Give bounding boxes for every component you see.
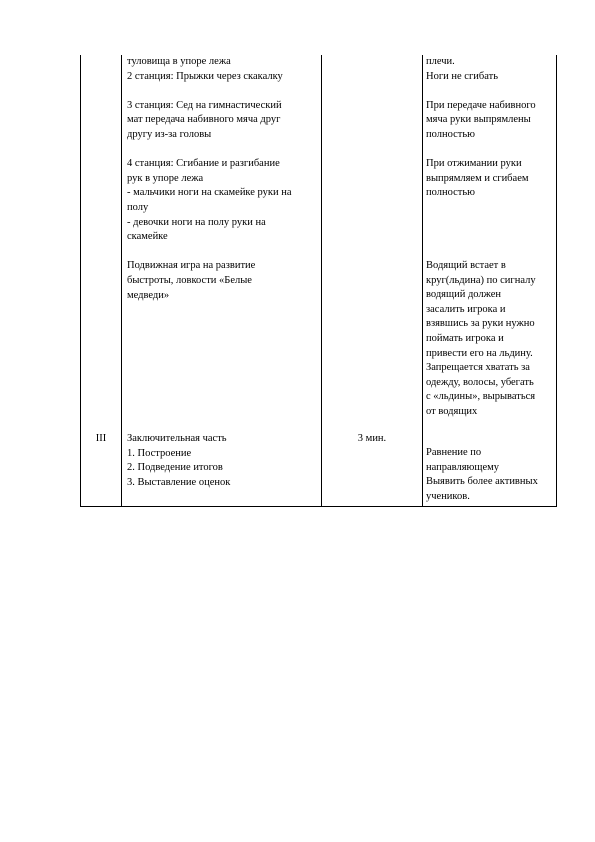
part-3-note: Выявить более активных — [426, 476, 538, 488]
part-3-content — [127, 432, 319, 490]
part-3-note: Равнение по — [426, 447, 482, 458]
part-3-item: 3. Выставление оценок — [127, 476, 231, 488]
notes-game: от водящих — [426, 405, 478, 417]
notes-line: плечи. — [426, 56, 455, 67]
notes-game: Запрещается хватать за — [426, 362, 530, 374]
station-3-text: мат передача набивного мяча друг — [127, 114, 281, 126]
part-3-note: учеников. — [426, 490, 470, 502]
notes-station-4: выпрямляем и сгибаем — [426, 172, 529, 184]
station-4-text: - мальчики ноги на скамейке руки на — [127, 187, 292, 199]
station-4-text: 4 станция: Сгибание и разгибание — [127, 158, 280, 170]
part-3-note: направляющему — [426, 461, 500, 473]
content-line: туловища в упоре лежа — [127, 56, 231, 67]
notes-game: круг(льдина) по сигналу — [426, 274, 536, 286]
notes-station-4: При отжимании руки — [426, 158, 522, 170]
notes-game-cell — [426, 259, 556, 420]
part-3-title: Заключительная часть — [127, 433, 227, 444]
part-3-item: 2. Подведение итогов — [127, 462, 223, 474]
notes-cell — [426, 55, 556, 201]
station-2-text: 2 станция: Прыжки через скакалку — [127, 70, 283, 82]
column-divider — [121, 55, 122, 506]
notes-station-3: мяча руки выпрямлены — [426, 114, 531, 126]
station-4-text: скамейке — [127, 231, 168, 243]
notes-game: привести его на льдину. — [426, 347, 533, 359]
lesson-plan-table — [80, 55, 557, 507]
station-3-text: 3 станция: Сед на гимнастический — [127, 99, 282, 111]
game-text: медведи» — [127, 289, 170, 301]
station-4-text: рук в упоре лежа — [127, 172, 204, 184]
part-3-item: 1. Построение — [127, 447, 192, 459]
game-text: быстроты, ловкости «Белые — [127, 274, 252, 286]
notes-station-3: При передаче набивного — [426, 99, 536, 111]
station-4-text: - девочки ноги на полу руки на — [127, 216, 266, 228]
game-text: Подвижная игра на развитие — [127, 260, 256, 272]
notes-game: с «льдины», вырываться — [426, 391, 536, 403]
station-3-text: другу из-за головы — [127, 128, 212, 140]
column-divider — [422, 55, 423, 506]
part-3-duration: 3 мин. — [357, 433, 387, 444]
part-number-label: III — [95, 433, 107, 444]
notes-game: Водящий встает в — [426, 260, 506, 271]
part-3-time — [322, 432, 422, 447]
content-cell — [127, 55, 319, 303]
notes-line: Ноги не сгибать — [426, 70, 498, 82]
notes-station-3: полностью — [426, 128, 475, 140]
notes-game: поймать игрока и — [426, 332, 504, 344]
station-4-text: полу — [127, 201, 149, 213]
part-number — [81, 432, 121, 447]
part-3-notes — [426, 446, 556, 504]
notes-game: взявшись за руки нужно — [426, 318, 535, 330]
notes-game: одежду, волосы, убегать — [426, 376, 534, 388]
notes-game: водящий должен — [426, 289, 502, 301]
notes-game: засалить игрока и — [426, 303, 506, 315]
notes-station-4: полностью — [426, 187, 475, 199]
